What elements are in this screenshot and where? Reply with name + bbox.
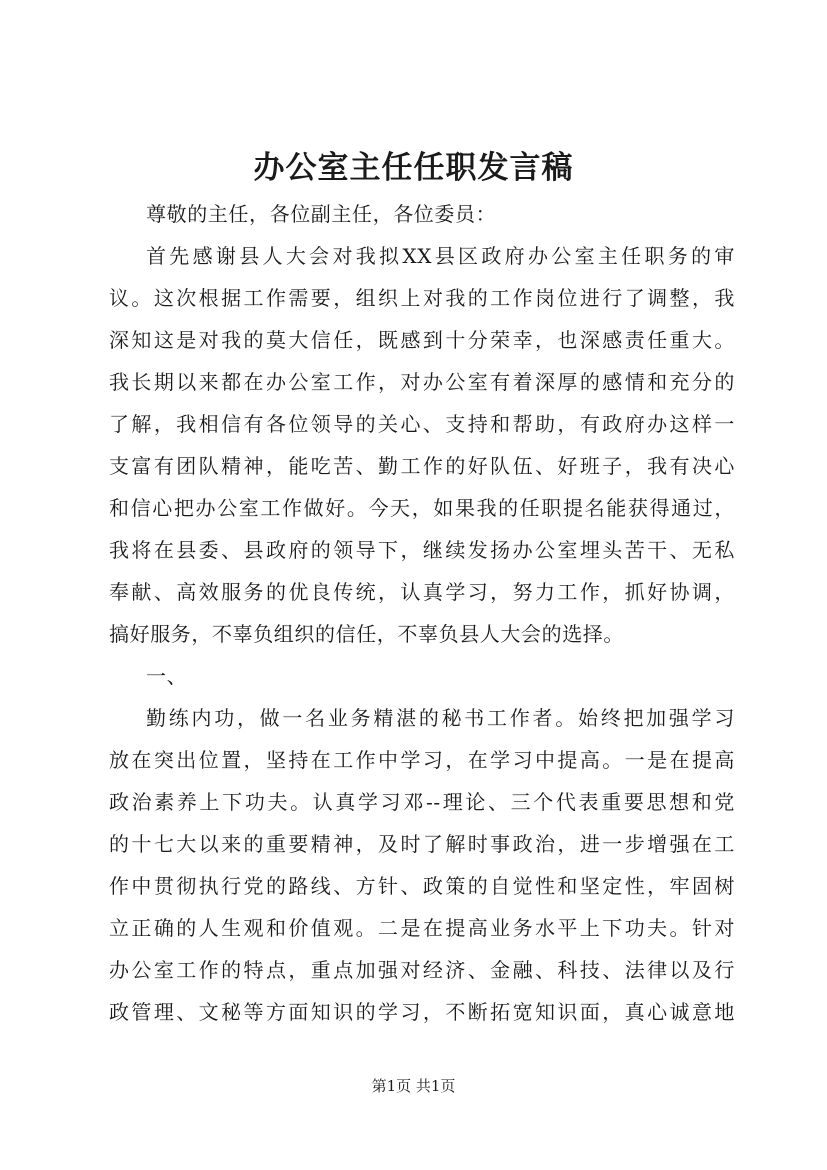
text-line: 的十七大以来的重要精神，及时了解时事政治，进一步增强在工 <box>109 832 735 856</box>
text-line: 政管理、文秘等方面知识的学习，不断拓宽知识面，真心诚意地 <box>109 1000 735 1024</box>
text-line: 我长期以来都在办公室工作，对办公室有着深厚的感情和充分的 <box>109 370 735 394</box>
text-line: 放在突出位置，坚持在工作中学习，在学习中提高。一是在提高 <box>109 748 735 772</box>
text-line: 首先感谢县人大会对我拟XX县区政府办公室主任职务的审 <box>146 244 735 268</box>
text-line: 奉献、高效服务的优良传统，认真学习，努力工作，抓好协调， <box>109 580 735 604</box>
text-line: 搞好服务，不辜负组织的信任，不辜负县人大会的选择。 <box>109 622 624 646</box>
salutation-line: 尊敬的主任，各位副主任，各位委员： <box>146 202 497 226</box>
page-footer: 第1页 共1页 <box>371 1077 456 1095</box>
text-line: 议。这次根据工作需要，组织上对我的工作岗位进行了调整，我 <box>109 286 735 310</box>
text-line: 深知这是对我的莫大信任，既感到十分荣幸，也深感责任重大。 <box>109 328 735 352</box>
text-line: 办公室工作的特点，重点加强对经济、金融、科技、法律以及行 <box>109 958 735 982</box>
text-line: 和信心把办公室工作做好。今天，如果我的任职提名能获得通过， <box>109 496 735 520</box>
text-line: 我将在县委、县政府的领导下，继续发扬办公室埋头苦干、无私 <box>109 538 735 562</box>
text-line: 立正确的人生观和价值观。二是在提高业务水平上下功夫。针对 <box>109 916 735 940</box>
text-line: 了解，我相信有各位领导的关心、支持和帮助，有政府办这样一 <box>109 412 735 436</box>
text-line: 勤练内功，做一名业务精湛的秘书工作者。始终把加强学习 <box>146 706 735 730</box>
text-line: 作中贯彻执行党的路线、方针、政策的自觉性和坚定性，牢固树 <box>109 874 735 898</box>
text-line: 政治素养上下功夫。认真学习邓--理论、三个代表重要思想和党 <box>109 790 735 814</box>
section-heading: 一、 <box>146 664 188 688</box>
document-title: 办公室主任任职发言稿 <box>253 150 574 186</box>
text-line: 支富有团队精神，能吃苦、勤工作的好队伍、好班子，我有决心 <box>109 454 735 478</box>
